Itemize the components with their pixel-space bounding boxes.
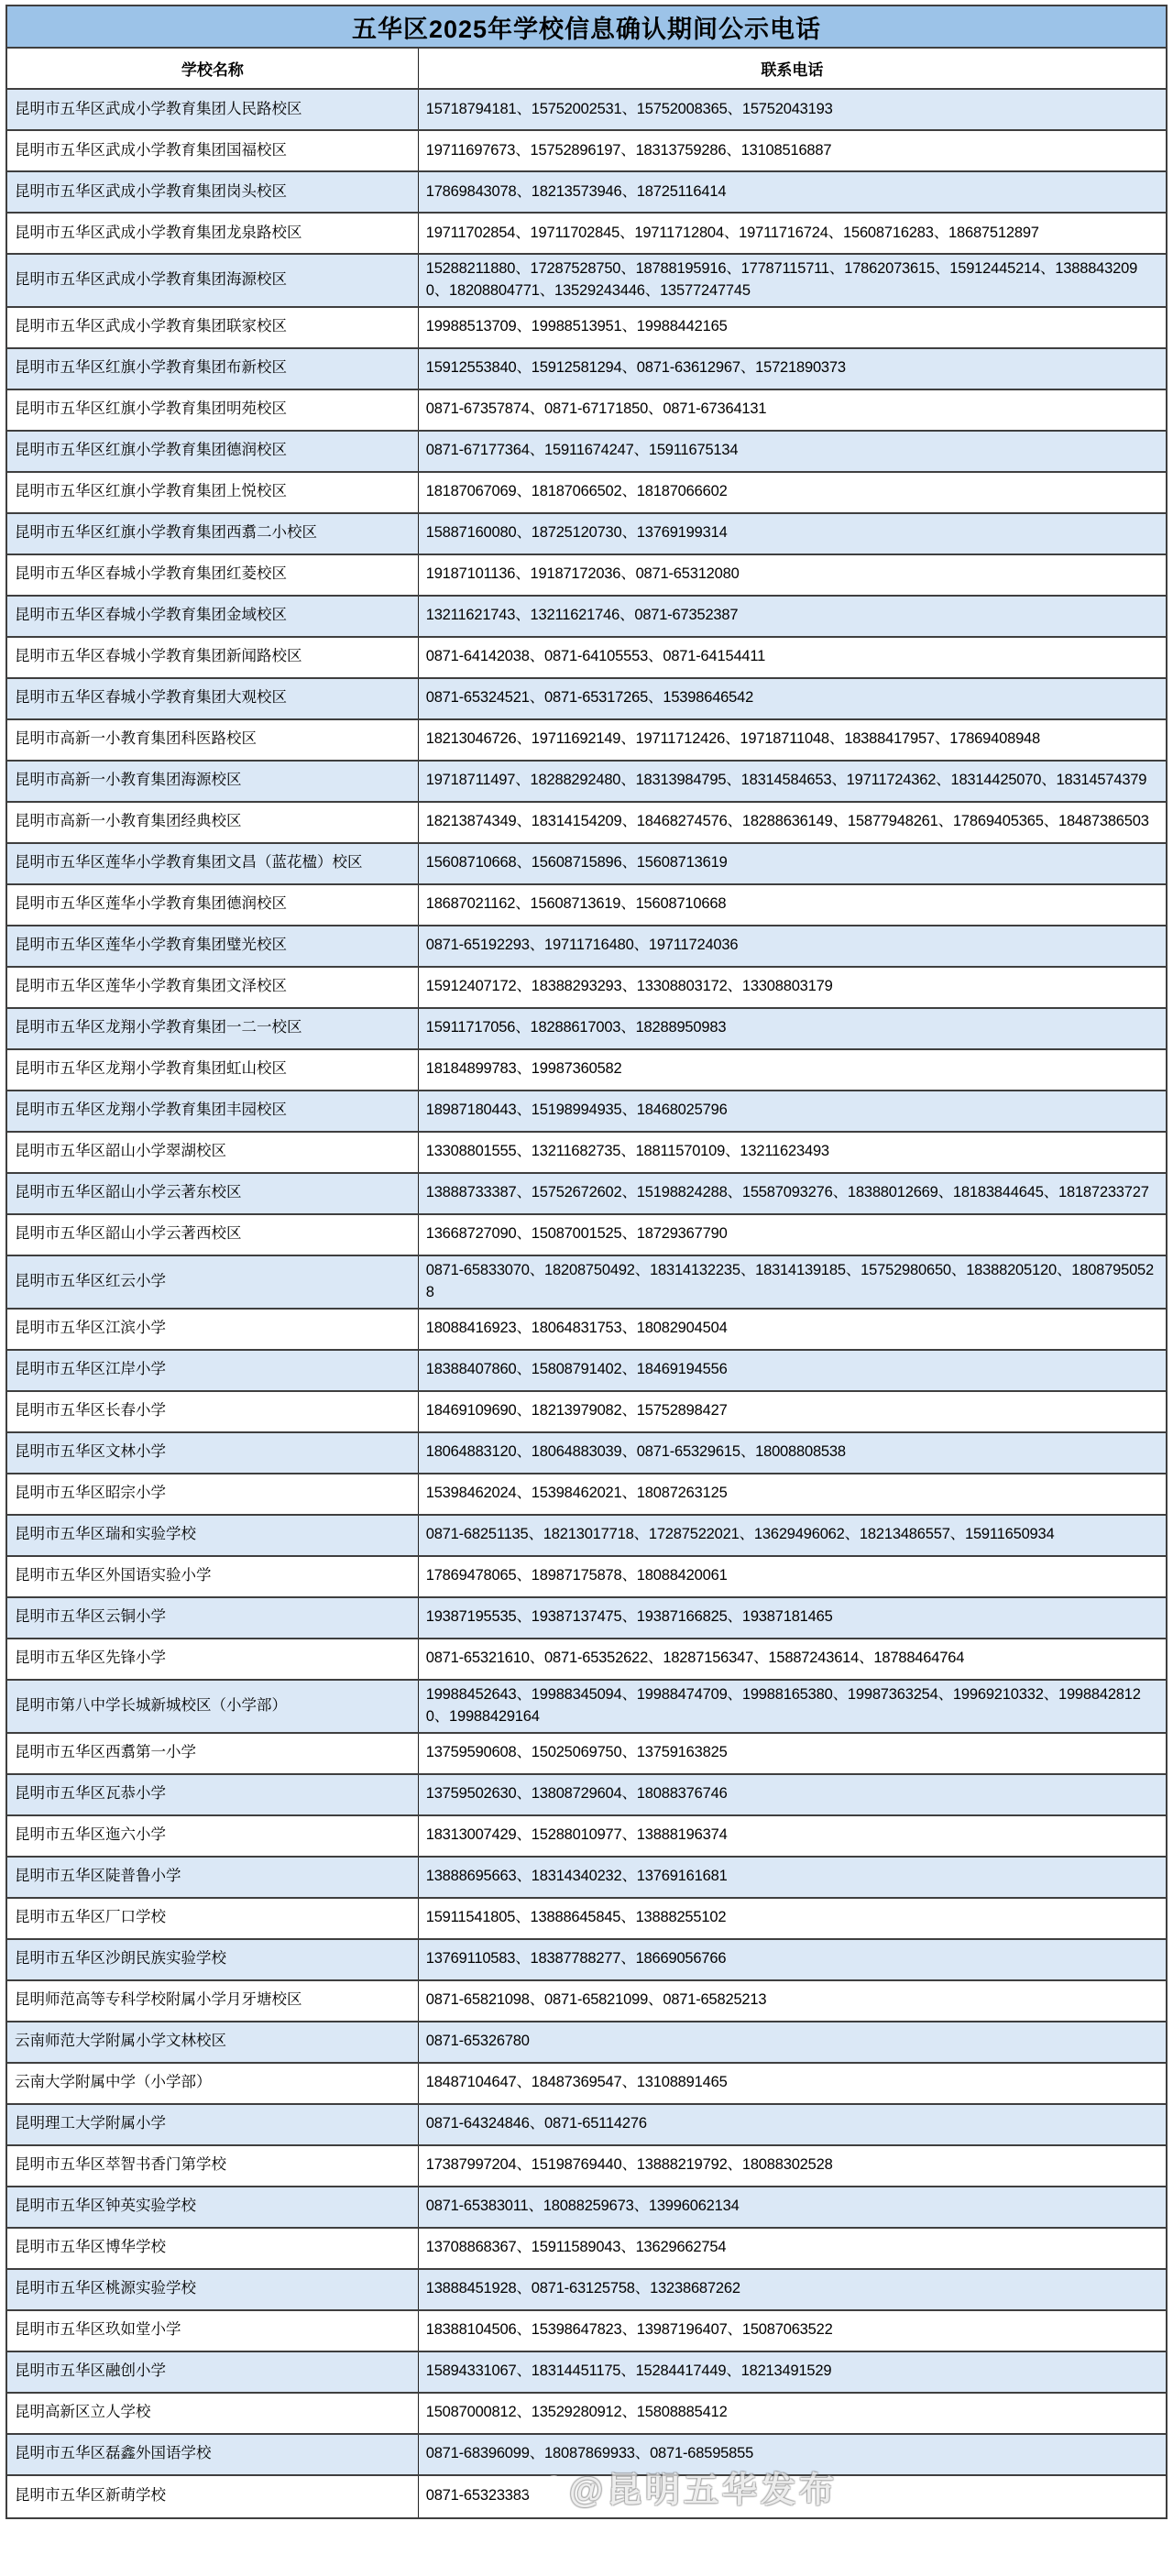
table-row (7, 1516, 1166, 1557)
school-name-cell: 昆明市五华区昭宗小学 (7, 1474, 419, 1514)
table-row (7, 214, 1166, 255)
school-name-cell: 昆明市五华区春城小学教育集团红菱校区 (7, 555, 419, 595)
table-row (7, 1009, 1166, 1050)
phone-cell: 13888695663、18314340232、13769161681 (425, 1868, 728, 1885)
phone-cell: 0871-64324846、0871-65114276 (425, 2115, 647, 2132)
phone-cell: 18687021162、15608713619、15608710668 (425, 895, 727, 913)
phone-cell: 19988452643、19988345094、19988474709、19988165380、19987363254、19969210332、19988428120、19988429164 (425, 1685, 1141, 1725)
school-name-cell: 昆明市高新一小教育集团经典校区 (7, 803, 419, 842)
table-row (7, 1474, 1166, 1516)
phone-cell: 18388407860、15808791402、18469194556 (425, 1361, 728, 1378)
school-name-cell: 昆明市五华区红旗小学教育集团明苑校区 (7, 390, 419, 430)
phone-cell: 0871-68251135、18213017718、17287522021、13629496062、18213486557、15911650934 (425, 1526, 1055, 1543)
phone-cell: 0871-65324521、0871-65317265、15398646542 (425, 689, 754, 707)
table-row (7, 1133, 1166, 1174)
school-name-cell: 昆明市五华区云铜小学 (7, 1598, 419, 1638)
table-row (7, 1981, 1166, 2022)
phone-cell: 18388104506、15398647823、13987196407、15087063522 (425, 2321, 833, 2339)
table-row (7, 1091, 1166, 1133)
table-row (7, 555, 1166, 597)
phone-cell: 18088416923、18064831753、18082904504 (425, 1320, 728, 1337)
watermark-text: @昆明五华发布 (569, 2471, 839, 2510)
table-row (7, 308, 1166, 349)
school-name-cell: 昆明市五华区春城小学教育集团大观校区 (7, 679, 419, 718)
table-row (7, 1681, 1166, 1734)
phone-cell: 15911717056、18288617003、18288950983 (425, 1019, 727, 1036)
phone-cell: 18213874349、18314154209、18468274576、18288636149、15877948261、17869405365、18487386503 (425, 813, 1149, 830)
school-name-cell: 昆明市五华区红旗小学教育集团西翥二小校区 (7, 514, 419, 554)
table-row (7, 1598, 1166, 1639)
school-name-cell: 昆明市五华区厂口学校 (7, 1899, 419, 1938)
table-row (7, 1174, 1166, 1215)
table-row (7, 2146, 1166, 2187)
school-name-cell: 昆明市五华区瓦恭小学 (7, 1775, 419, 1814)
school-name-cell: 昆明市五华区韶山小学云著东校区 (7, 1174, 419, 1213)
school-name-cell: 昆明市五华区武成小学教育集团人民路校区 (7, 90, 419, 129)
school-name-cell: 昆明市五华区莲华小学教育集团德润校区 (7, 885, 419, 925)
school-name-cell: 昆明市五华区龙翔小学教育集团丰园校区 (7, 1091, 419, 1131)
school-name-cell: 昆明市五华区莲华小学教育集团璧光校区 (7, 926, 419, 966)
phone-cell: 0871-67177364、15911674247、15911675134 (425, 442, 739, 459)
school-name-cell: 昆明市五华区先锋小学 (7, 1639, 419, 1679)
table-row (7, 1310, 1166, 1351)
school-name-cell: 昆明市五华区博华学校 (7, 2229, 419, 2268)
column-header-contact-phone: 联系电话 (761, 61, 824, 79)
table-row (7, 1050, 1166, 1091)
school-name-cell: 昆明市五华区春城小学教育集团新闻路校区 (7, 638, 419, 677)
phone-cell: 0871-65192293、19711716480、19711724036 (425, 937, 739, 954)
school-name-cell: 昆明市五华区龙翔小学教育集团一二一校区 (7, 1009, 419, 1048)
table-row (7, 349, 1166, 390)
table-row (7, 1775, 1166, 1816)
table-row (7, 2105, 1166, 2146)
phone-cell: 17869843078、18213573946、18725116414 (425, 182, 727, 200)
phone-cell: 15288211880、17287528750、18788195916、17787115711、17862073615、15912445214、13888432090、18208804771、13529243446、13577247745 (425, 260, 1138, 299)
table-row (7, 1639, 1166, 1681)
phone-cell: 18213046726、19711692149、19711712426、19718711048、18388417957、17869408948 (425, 730, 1040, 748)
table-row (7, 762, 1166, 803)
school-name-cell: 昆明市五华区迤六小学 (7, 1816, 419, 1856)
table-row (7, 1351, 1166, 1392)
table-body (7, 90, 1166, 2517)
phone-cell: 19718711497、18288292480、18313984795、18314584653、19711724362、18314425070、18314574379 (425, 772, 1147, 789)
table-row (7, 2394, 1166, 2435)
table-row (7, 390, 1166, 432)
phone-cell: 0871-64142038、0871-64105553、0871-64154411 (425, 648, 766, 665)
table-row (7, 1256, 1166, 1310)
phone-cell: 19711697673、15752896197、18313759286、13108516887 (425, 141, 832, 159)
phone-cell: 15887160080、18725120730、13769199314 (425, 524, 728, 542)
school-name-cell: 昆明市五华区沙朗民族实验学校 (7, 1940, 419, 1979)
phone-cell: 15912553840、15912581294、0871-63612967、15721890373 (425, 359, 846, 377)
phone-cell: 13668727090、15087001525、18729367790 (425, 1225, 728, 1243)
phone-cell: 13888451928、0871-63125758、13238687262 (425, 2280, 740, 2297)
table-row (7, 1899, 1166, 1940)
school-name-cell: 昆明市五华区武成小学教育集团龙泉路校区 (7, 214, 419, 253)
school-name-cell: 昆明市五华区融创小学 (7, 2352, 419, 2392)
phone-cell: 13308801555、13211682735、18811570109、13211623493 (425, 1143, 829, 1160)
phone-cell: 15912407172、18388293293、13308803172、13308803179 (425, 978, 833, 995)
table-row (7, 172, 1166, 214)
phone-cell: 15911541805、13888645845、13888255102 (425, 1909, 727, 1926)
phone-cell: 19711702854、19711702845、19711712804、19711716724、15608716283、18687512897 (425, 224, 1039, 241)
phone-cell: 0871-65323383 (425, 2487, 530, 2505)
phone-cell: 18987180443、15198994935、18468025796 (425, 1102, 728, 1119)
table-row (7, 638, 1166, 679)
table-row (7, 803, 1166, 844)
table-row (7, 885, 1166, 926)
table-row (7, 1940, 1166, 1981)
table-row (7, 255, 1166, 308)
table-row (7, 968, 1166, 1009)
phone-cell: 0871-65833070、18208750492、18314132235、18314139185、15752980650、18388205120、18087950528 (425, 1261, 1155, 1300)
school-name-cell: 昆明市五华区西翥第一小学 (7, 1734, 419, 1773)
school-name-cell: 昆明市五华区长春小学 (7, 1392, 419, 1431)
school-name-cell: 昆明高新区立人学校 (7, 2394, 419, 2433)
school-name-cell: 昆明市五华区武成小学教育集团联家校区 (7, 308, 419, 347)
school-name-cell: 昆明市五华区龙翔小学教育集团虹山校区 (7, 1050, 419, 1090)
school-name-cell: 昆明师范高等专科学校附属小学月牙塘校区 (7, 1981, 419, 2021)
table-row (7, 1215, 1166, 1256)
phone-cell: 13888733387、15752672602、15198824288、15587093276、18388012669、18183844645、18187233727 (425, 1184, 1149, 1201)
table-row (7, 2311, 1166, 2352)
table-row (7, 1392, 1166, 1433)
page-title: 五华区2025年学校信息确认期间公示电话 (7, 6, 1166, 49)
school-name-cell: 昆明市五华区红旗小学教育集团上悦校区 (7, 473, 419, 512)
table-row (7, 1858, 1166, 1899)
table-row (7, 679, 1166, 720)
phone-cell: 18064883120、18064883039、0871-65329615、18008808538 (425, 1443, 846, 1461)
table-row (7, 131, 1166, 172)
school-name-cell: 昆明市五华区玖如堂小学 (7, 2311, 419, 2351)
school-name-cell: 昆明市高新一小教育集团海源校区 (7, 762, 419, 801)
school-name-cell: 昆明市五华区武成小学教育集团国福校区 (7, 131, 419, 170)
table-row (7, 1734, 1166, 1775)
table-row (7, 2022, 1166, 2064)
phone-cell: 19988513709、19988513951、19988442165 (425, 318, 728, 335)
table-row (7, 1816, 1166, 1858)
phone-cell: 18313007429、15288010977、13888196374 (425, 1826, 728, 1844)
phone-cell: 13211621743、13211621746、0871-67352387 (425, 607, 739, 624)
column-header-school-name: 学校名称 (7, 49, 419, 88)
school-name-cell: 昆明市五华区磊鑫外国语学校 (7, 2435, 419, 2474)
phone-cell: 15087000812、13529280912、15808885412 (425, 2404, 728, 2421)
phone-cell: 13759590608、15025069750、13759163825 (425, 1744, 728, 1761)
phone-cell: 13759502630、13808729604、18088376746 (425, 1785, 728, 1803)
phone-cell: 15398462024、15398462021、18087263125 (425, 1485, 728, 1502)
school-name-cell: 昆明市高新一小教育集团科医路校区 (7, 720, 419, 760)
table-row (7, 1557, 1166, 1598)
school-name-cell: 昆明市五华区新萌学校 (7, 2476, 419, 2517)
phone-cell: 18187067069、18187066502、18187066602 (425, 483, 728, 500)
school-name-cell: 昆明市五华区春城小学教育集团金域校区 (7, 597, 419, 636)
table-row (7, 926, 1166, 968)
school-name-cell: 昆明市五华区江岸小学 (7, 1351, 419, 1390)
phone-cell: 0871-67357874、0871-67171850、0871-67364131 (425, 400, 767, 418)
phone-cell: 18469109690、18213979082、15752898427 (425, 1402, 728, 1420)
table-row (7, 1433, 1166, 1474)
school-name-cell: 昆明市五华区萃智书香门第学校 (7, 2146, 419, 2186)
table-row (7, 2187, 1166, 2229)
school-name-cell: 昆明市五华区红旗小学教育集团布新校区 (7, 349, 419, 389)
school-name-cell: 昆明市五华区韶山小学云著西校区 (7, 1215, 419, 1255)
phone-cell: 17387997204、15198769440、13888219792、18088302528 (425, 2156, 833, 2174)
school-name-cell: 昆明理工大学附属小学 (7, 2105, 419, 2144)
phone-cell: 15718794181、15752002531、15752008365、15752043193 (425, 100, 833, 117)
table-row (7, 720, 1166, 762)
table-row (7, 844, 1166, 885)
school-name-cell: 昆明市五华区瑞和实验学校 (7, 1516, 419, 1555)
phone-table (5, 5, 1168, 2519)
phone-cell: 17869478065、18987175878、18088420061 (425, 1567, 728, 1584)
school-name-cell: 昆明市五华区红云小学 (7, 1256, 419, 1308)
phone-cell: 13708868367、15911589043、13629662754 (425, 2239, 727, 2256)
phone-cell: 0871-65326780 (425, 2033, 530, 2050)
table-row (7, 2435, 1166, 2476)
table-row (7, 2270, 1166, 2311)
table-row (7, 597, 1166, 638)
school-name-cell: 昆明市五华区钟英实验学校 (7, 2187, 419, 2227)
table-row (7, 2352, 1166, 2394)
phone-cell: 18184899783、19987360582 (425, 1060, 622, 1078)
phone-cell: 0871-65321610、0871-65352622、18287156347、15887243614、18788464764 (425, 1650, 965, 1667)
table-row (7, 2229, 1166, 2270)
table-row (7, 2064, 1166, 2105)
phone-cell: 0871-65821098、0871-65821099、0871-65825213 (425, 1991, 767, 2009)
table-row (7, 2476, 1166, 2517)
phone-cell: 18487104647、18487369547、13108891465 (425, 2074, 728, 2091)
table-row (7, 90, 1166, 131)
school-name-cell: 昆明市五华区莲华小学教育集团文泽校区 (7, 968, 419, 1007)
school-name-cell: 昆明市五华区外国语实验小学 (7, 1557, 419, 1596)
school-name-cell: 云南师范大学附属小学文林校区 (7, 2022, 419, 2062)
table-row (7, 514, 1166, 555)
phone-cell: 15608710668、15608715896、15608713619 (425, 854, 728, 871)
school-name-cell: 昆明市五华区武成小学教育集团海源校区 (7, 255, 419, 306)
phone-cell: 0871-68396099、18087869933、0871-68595855 (425, 2445, 754, 2462)
table-row (7, 432, 1166, 473)
school-name-cell: 昆明市五华区韶山小学翠湖校区 (7, 1133, 419, 1172)
school-name-cell: 昆明市五华区陡普鲁小学 (7, 1858, 419, 1897)
phone-cell: 13769110583、18387788277、18669056766 (425, 1950, 727, 1968)
school-name-cell: 昆明市五华区武成小学教育集团岗头校区 (7, 172, 419, 212)
school-name-cell: 云南大学附属中学（小学部） (7, 2064, 419, 2103)
school-name-cell: 昆明市五华区桃源实验学校 (7, 2270, 419, 2309)
table-header-row (7, 49, 1166, 90)
school-name-cell: 昆明市五华区红旗小学教育集团德润校区 (7, 432, 419, 471)
phone-cell: 19187101136、19187172036、0871-65312080 (425, 565, 740, 583)
school-name-cell: 昆明市第八中学长城新城校区（小学部） (7, 1681, 419, 1732)
phone-cell: 19387195535、19387137475、19387166825、19387181465 (425, 1608, 833, 1626)
phone-cell: 0871-65383011、18088259673、13996062134 (425, 2198, 740, 2215)
school-name-cell: 昆明市五华区文林小学 (7, 1433, 419, 1473)
school-name-cell: 昆明市五华区江滨小学 (7, 1310, 419, 1349)
table-row (7, 473, 1166, 514)
phone-cell: 15894331067、18314451175、15284417449、18213491529 (425, 2362, 832, 2380)
school-name-cell: 昆明市五华区莲华小学教育集团文昌（蓝花楹）校区 (7, 844, 419, 883)
